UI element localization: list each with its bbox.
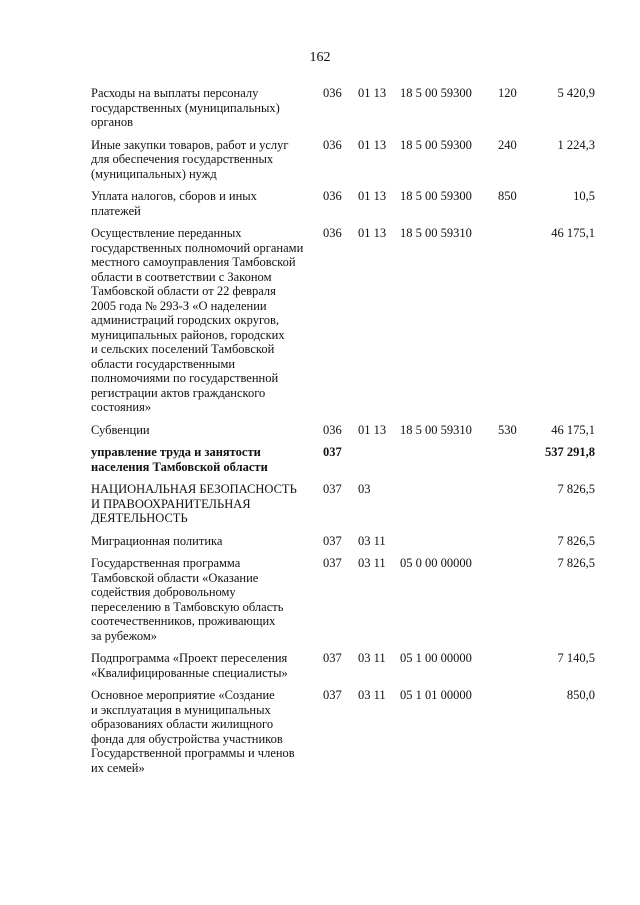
row-section-code: 03 11	[358, 688, 386, 702]
table-row	[91, 138, 595, 190]
row-vr-code: 530	[498, 422, 517, 437]
row-name	[91, 556, 323, 651]
row-name-line: за рубежом»	[91, 628, 158, 643]
row-section-code: 01 13	[358, 226, 387, 240]
row-gr-code: 037	[323, 533, 342, 548]
row-name-line: соотечественников, проживающих	[91, 614, 276, 628]
row-name-line: регистрации актов гражданского	[91, 385, 266, 400]
row-target-code: 05 0 00 00000	[400, 556, 472, 570]
row-target-code: 18 5 00 59310	[400, 422, 472, 437]
row-name-line: Тамбовской области «Оказание	[91, 570, 259, 585]
row-name	[91, 189, 323, 226]
row-sum: 7 140,5	[557, 651, 595, 665]
row-name	[91, 86, 323, 138]
row-gr-code: 036	[323, 226, 342, 240]
row-vr-code	[498, 534, 528, 557]
row-gr-code: 037	[323, 482, 342, 496]
row-name-line: полномочиями по государственной	[91, 371, 279, 385]
row-name-line: И ПРАВООХРАНИТЕЛЬНАЯ	[91, 496, 251, 511]
row-sum: 1 224,3	[557, 137, 595, 152]
row-target-code	[400, 534, 498, 557]
row-section-code: 03 11	[358, 533, 386, 548]
row-gr-code: 036	[323, 189, 342, 203]
row-name-line: Миграционная политика	[91, 533, 223, 548]
row-name-line: их семей»	[91, 760, 145, 775]
row-name	[91, 688, 323, 783]
row-name-line: Осуществление переданных	[91, 226, 242, 240]
row-target-code	[400, 445, 498, 482]
row-name-line: государственных полномочий органами	[91, 240, 304, 255]
row-name-line: (муниципальных) нужд	[91, 166, 217, 181]
row-vr-code	[498, 651, 528, 688]
row-section-code: 01 13	[358, 422, 387, 437]
row-name-line: Тамбовской области от 22 февраля	[91, 284, 276, 298]
row-name-line: органов	[91, 115, 134, 129]
row-vr-code: 120	[498, 86, 517, 100]
row-name-line: платежей	[91, 203, 141, 218]
row-section-code: 03 11	[358, 651, 386, 665]
row-name	[91, 534, 323, 557]
row-name-line: и сельских поселений Тамбовской	[91, 342, 275, 356]
row-name-line: переселению в Тамбовскую область	[91, 599, 284, 614]
table-row	[91, 651, 595, 688]
row-name	[91, 651, 323, 688]
table-row	[91, 688, 595, 783]
row-target-code: 05 1 00 00000	[400, 651, 472, 665]
row-name-line: области в соответствии с Законом	[91, 269, 272, 284]
row-target-code: 18 5 00 59300	[400, 137, 472, 152]
row-name	[91, 138, 323, 190]
row-name-line: и эксплуатация в муниципальных	[91, 702, 271, 717]
row-name-line: Субвенции	[91, 422, 150, 437]
row-name-line: Подпрограмма «Проект переселения	[91, 651, 288, 665]
row-gr-code: 037	[323, 688, 342, 702]
row-gr-code: 037	[323, 651, 342, 665]
row-name-line: администраций городских округов,	[91, 313, 280, 327]
row-name-line: содействия добровольному	[91, 585, 236, 599]
row-gr-code: 036	[323, 422, 342, 437]
row-sum: 850,0	[566, 688, 595, 702]
table-row	[91, 86, 595, 138]
table-row	[91, 189, 595, 226]
row-name-line: для обеспечения государственных	[91, 152, 274, 166]
row-name-line: Расходы на выплаты персоналу	[91, 86, 259, 100]
row-name-line: Иные закупки товаров, работ и услуг	[91, 137, 289, 152]
row-vr-code: 850	[498, 189, 517, 203]
row-sum: 46 175,1	[551, 226, 595, 240]
row-vr-code	[498, 482, 528, 534]
row-target-code: 18 5 00 59310	[400, 226, 472, 240]
row-section-code: 01 13	[358, 189, 387, 203]
row-target-code: 05 1 01 00000	[400, 688, 472, 702]
row-target-code: 18 5 00 59300	[400, 189, 472, 203]
row-section-code: 01 13	[358, 86, 387, 100]
table-row	[91, 534, 595, 557]
row-section-code: 03	[358, 482, 371, 496]
row-gr-code: 037	[323, 556, 342, 570]
row-name	[91, 226, 323, 423]
row-name-line: НАЦИОНАЛЬНАЯ БЕЗОПАСНОСТЬ	[91, 482, 297, 496]
budget-table-body	[91, 86, 595, 783]
row-vr-code	[498, 556, 528, 651]
row-sum: 7 826,5	[557, 482, 595, 496]
table-row	[91, 482, 595, 534]
row-target-code	[400, 482, 498, 534]
row-name-line: Государственная программа	[91, 556, 241, 570]
row-name-line: Государственной программы и членов	[91, 746, 295, 760]
row-name	[91, 423, 323, 446]
row-name-line: государственных (муниципальных)	[91, 100, 280, 115]
row-sum: 537 291,8	[545, 445, 595, 459]
row-section-code: 01 13	[358, 137, 387, 152]
row-name-line: «Квалифицированные специалисты»	[91, 665, 288, 680]
row-gr-code: 037	[323, 445, 342, 459]
row-name	[91, 445, 323, 482]
row-name-line: ДЕЯТЕЛЬНОСТЬ	[91, 511, 188, 525]
row-name-line: управление труда и занятости	[91, 445, 261, 459]
row-sum: 5 420,9	[557, 86, 595, 100]
row-sum: 7 826,5	[557, 533, 595, 548]
row-vr-code	[498, 445, 528, 482]
row-name-line: Уплата налогов, сборов и иных	[91, 189, 257, 203]
row-target-code: 18 5 00 59300	[400, 86, 472, 100]
row-gr-code: 036	[323, 137, 342, 152]
row-name-line: области государственными	[91, 356, 236, 371]
row-section-code: 03 11	[358, 556, 386, 570]
budget-table	[91, 86, 595, 783]
table-row	[91, 423, 595, 446]
row-vr-code: 240	[498, 137, 517, 152]
page-number: 162	[309, 50, 331, 65]
row-name-line: фонда для обустройства участников	[91, 731, 283, 746]
row-name-line: состояния»	[91, 400, 152, 414]
row-sum: 10,5	[573, 189, 595, 203]
row-name-line: местного самоуправления Тамбовской	[91, 255, 296, 269]
table-row	[91, 556, 595, 651]
row-sum: 7 826,5	[557, 556, 595, 570]
row-sum: 46 175,1	[551, 422, 595, 437]
row-name-line: Основное мероприятие «Создание	[91, 688, 275, 702]
row-name-line: населения Тамбовской области	[91, 459, 268, 474]
row-name-line: образованиях области жилищного	[91, 717, 274, 731]
row-name	[91, 482, 323, 534]
row-name-line: 2005 года № 293-З «О наделении	[91, 298, 267, 313]
row-gr-code: 036	[323, 86, 342, 100]
row-vr-code	[498, 688, 528, 783]
row-vr-code	[498, 226, 528, 423]
row-section-code	[358, 445, 400, 482]
table-row	[91, 445, 595, 482]
table-row	[91, 226, 595, 423]
row-name-line: муниципальных районов, городских	[91, 327, 285, 342]
